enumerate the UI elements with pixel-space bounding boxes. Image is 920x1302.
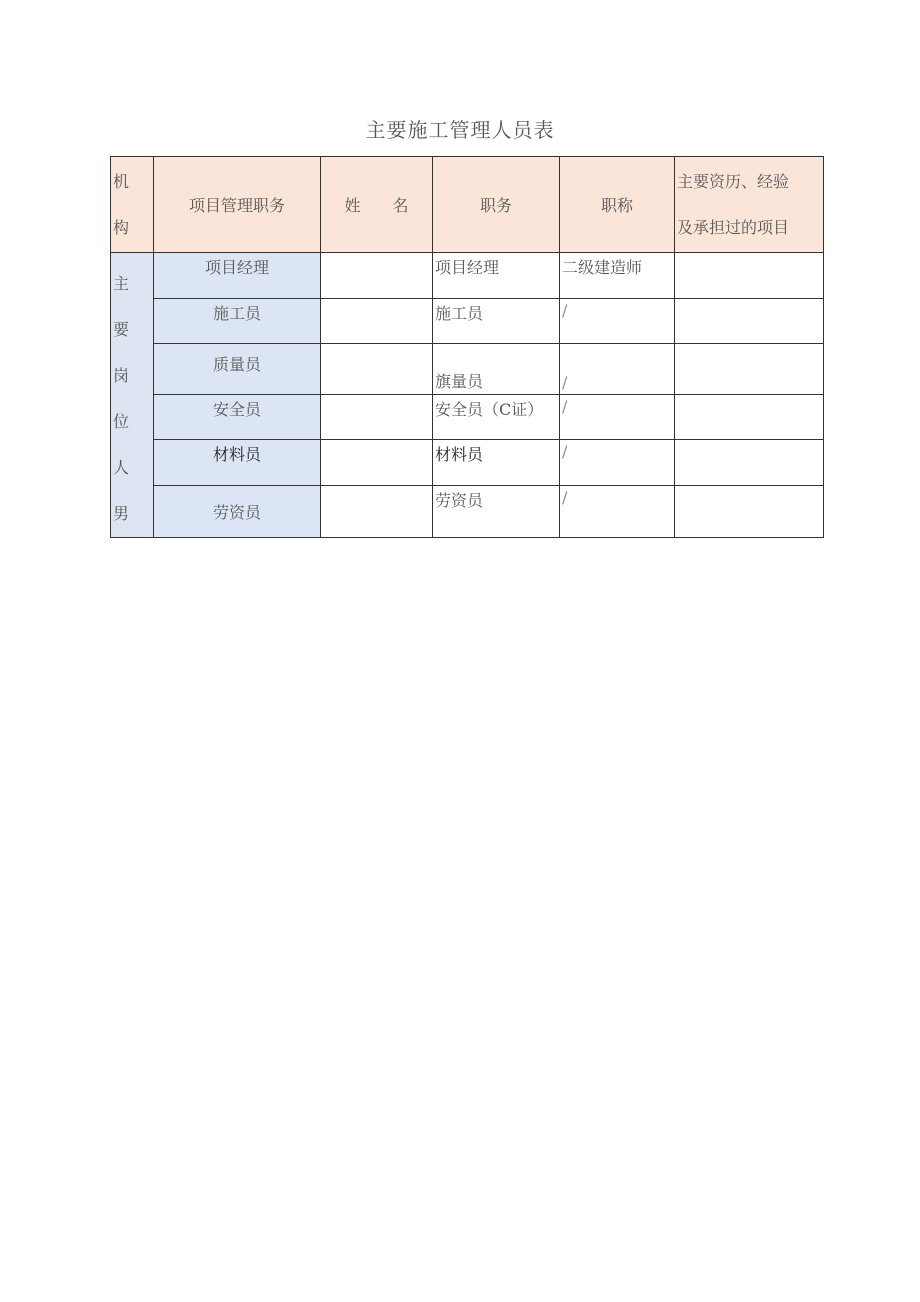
page-title: 主要施工管理人员表 [365, 118, 555, 142]
title-cell: / [560, 298, 675, 343]
side-label-char: 主 [113, 274, 130, 293]
header-qual-line1: 主要资历、经验 [677, 171, 790, 191]
header-qualification [675, 157, 824, 253]
qualification-cell [675, 253, 824, 299]
name-cell [321, 440, 433, 486]
qualification-cell [675, 440, 824, 486]
role-cell: 劳资员 [154, 486, 321, 538]
side-label-char: 位 [113, 412, 130, 431]
side-label-char: 人 [113, 458, 130, 477]
qualification-cell [675, 486, 824, 538]
table-row [111, 298, 824, 343]
role-cell: 施工员 [154, 298, 321, 343]
qualification-cell [675, 298, 824, 343]
header-row [111, 157, 824, 253]
header-title: 职称 [560, 157, 675, 253]
position-cell: 劳资员 [433, 486, 560, 538]
position-cell: 施工员 [433, 298, 560, 343]
table-row [111, 440, 824, 486]
table-row [111, 486, 824, 538]
header-role: 项目管理职务 [154, 157, 321, 253]
position-cell: 安全员（C证） [433, 395, 560, 440]
qualification-cell [675, 395, 824, 440]
name-cell [321, 253, 433, 299]
side-label-char: 岗 [113, 366, 130, 385]
side-label [111, 253, 154, 538]
position-cell: 项目经理 [433, 253, 560, 299]
role-cell: 项目经理 [154, 253, 321, 299]
table-row [111, 343, 824, 395]
qualification-cell [675, 343, 824, 395]
table-row [111, 395, 824, 440]
header-dept [111, 157, 154, 253]
side-label-char: 要 [113, 320, 130, 339]
header-name: 姓 名 [321, 157, 433, 253]
header-dept-line2: 构 [113, 217, 130, 237]
header-position: 职务 [433, 157, 560, 253]
title-cell: / [560, 395, 675, 440]
title-cell: / [560, 440, 675, 486]
header-qual-line2: 及承担过的项目 [677, 217, 790, 237]
side-label-char: 男 [113, 504, 130, 523]
header-dept-line1: 机 [113, 171, 130, 191]
title-cell: / [560, 486, 675, 538]
position-cell: 旗量员 [433, 343, 560, 395]
role-cell: 材料员 [154, 440, 321, 486]
title-cell: / [560, 343, 675, 395]
name-cell [321, 298, 433, 343]
name-cell [321, 395, 433, 440]
position-cell: 材料员 [433, 440, 560, 486]
table-row [111, 253, 824, 299]
role-cell: 安全员 [154, 395, 321, 440]
staff-table [110, 156, 824, 538]
title-cell: 二级建造师 [560, 253, 675, 299]
name-cell [321, 486, 433, 538]
role-cell: 质量员 [154, 343, 321, 395]
name-cell [321, 343, 433, 395]
